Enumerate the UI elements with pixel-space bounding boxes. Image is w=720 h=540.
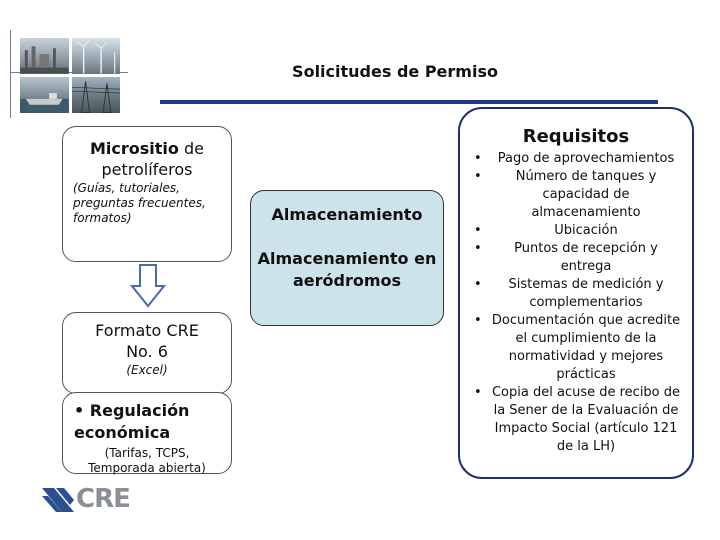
requisito-item: • Documentación que acredite el cumplimiento de la normatividad y mejores prácticas: [472, 312, 684, 384]
micrositio-note: (Guías, tutoriales, preguntas frecuentes, formatos): [73, 181, 206, 225]
requisitos-title: Requisitos: [522, 126, 630, 147]
header-photo-collage: [20, 38, 120, 113]
formato-title: [62, 320, 232, 362]
formato-note: (Excel): [126, 363, 168, 377]
permit-type-aerodromos: Almacenamiento en aeródromos: [257, 249, 437, 290]
requisito-item: • Copia del acuse de recibo de la Sener de la Evaluación de Impacto Social (artículo 121 de la LH): [472, 384, 684, 456]
photo-wind-turbines: [72, 38, 121, 74]
micrositio-title-rest: de petrolíferos: [101, 139, 204, 179]
requisitos-list: [472, 150, 684, 456]
regulacion-note-line2: Temporada abierta): [88, 461, 206, 475]
micrositio-title: [62, 138, 232, 180]
photo-tanker-ship: [20, 77, 69, 113]
requisito-item: • Ubicación: [472, 222, 684, 240]
requisito-item: • Puntos de recepción y entrega: [472, 240, 684, 276]
formato-title-line2: No. 6: [126, 342, 168, 361]
requisito-item: • Pago de aprovechamientos: [472, 150, 684, 168]
permit-type-almacenamiento: Almacenamiento: [271, 205, 423, 224]
requisito-item: • Sistemas de medición y complementarios: [472, 276, 684, 312]
down-arrow-icon: [130, 264, 166, 308]
micrositio-title-bold: Micrositio: [90, 139, 179, 158]
regulacion-note-line1: (Tarifas, TCPS,: [104, 446, 190, 460]
photo-power-lines: [72, 77, 121, 113]
regulacion-note: [62, 446, 232, 476]
regulacion-title: • Regulación económica: [74, 401, 190, 442]
corner-line-vertical: [10, 30, 11, 118]
cre-logo-text: CRE: [76, 484, 130, 514]
photo-refinery: [20, 38, 69, 74]
requisito-item: • Número de tanques y capacidad de almacenamiento: [472, 168, 684, 222]
page-title: Solicitudes de Permiso: [292, 62, 498, 81]
title-underline: [160, 100, 658, 104]
formato-title-line1: Formato CRE: [95, 321, 199, 340]
